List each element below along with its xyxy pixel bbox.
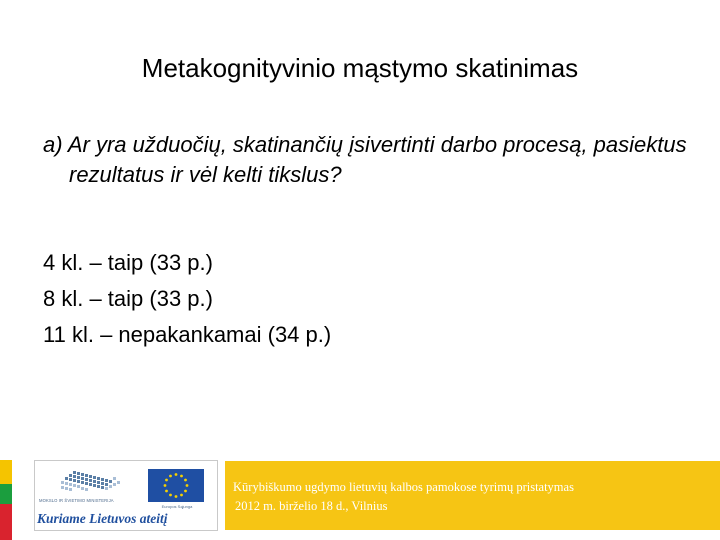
ministry-name: MOKSLO IR ŠVIETIMO MINISTERIJA: [39, 498, 114, 503]
color-stripe-yellow: [0, 460, 12, 484]
answer-item: 11 kl. – nepakankamai (34 p.): [43, 322, 332, 347]
banner-line2: 2012 m. birželio 18 d., Vilnius: [235, 499, 388, 513]
logo-box: [34, 460, 218, 531]
question-text: a) Ar yra užduočių, skatinančių įsivertinti darbo procesą, pasiektus rezultatus ir vėl kelti tikslus?: [43, 132, 687, 187]
answer-item: 4 kl. – taip (33 p.): [43, 250, 213, 275]
color-stripe-red: [0, 504, 12, 540]
eu-flag-icon: [148, 469, 204, 502]
eu-caption: Europos Sąjunga: [161, 504, 193, 509]
answer-item: 8 kl. – taip (33 p.): [43, 286, 213, 311]
slogan: Kuriame Lietuvos ateitį: [37, 511, 168, 526]
color-stripe-green: [0, 484, 12, 504]
ministry-logo-icon: [55, 467, 127, 497]
event-banner: [225, 461, 720, 530]
slide-title: Metakognityvinio mąstymo skatinimas: [141, 53, 579, 83]
answers-list: [43, 245, 331, 353]
banner-line1: Kūrybiškumo ugdymo lietuvių kalbos pamokose tyrimų pristatymas: [233, 480, 574, 494]
footer: [0, 460, 720, 540]
